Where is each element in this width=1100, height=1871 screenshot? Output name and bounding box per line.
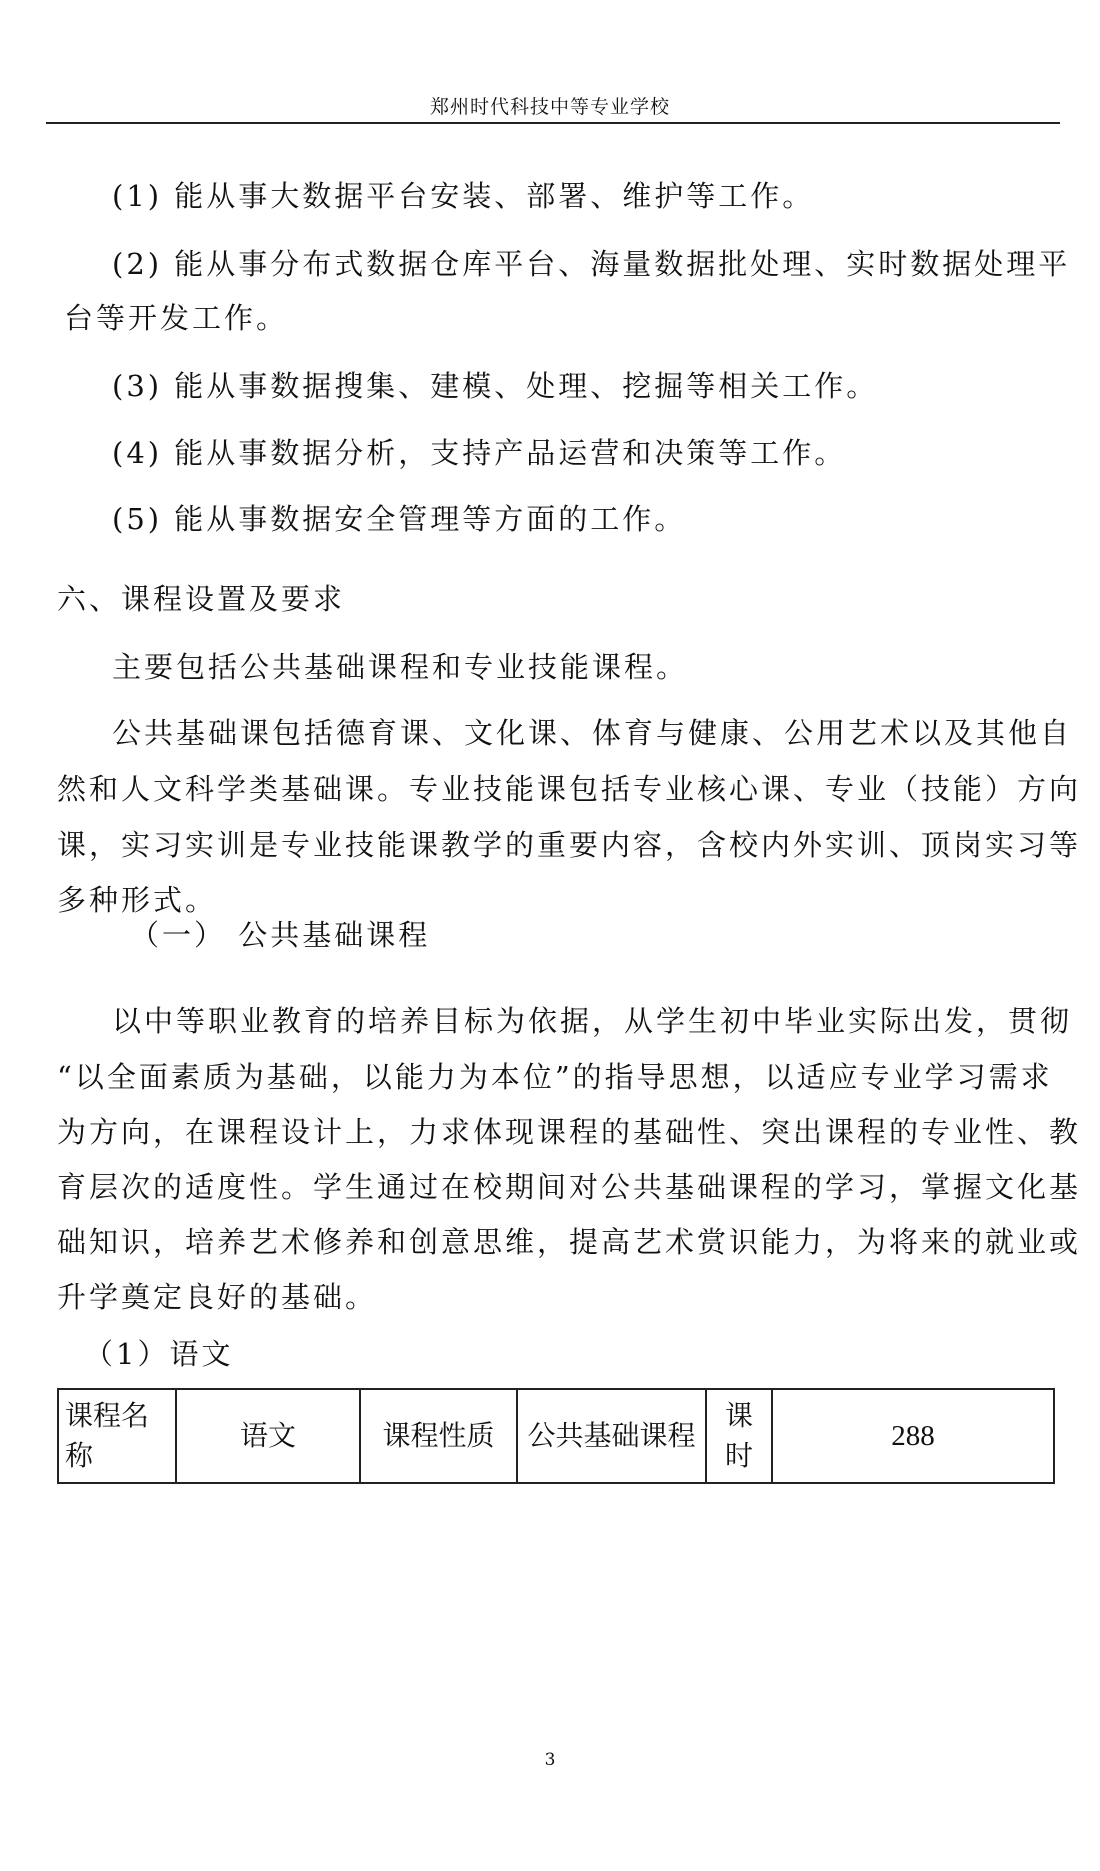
sub-para-line-2: “以全面素质为基础，以能力为本位”的指导思想，以适应专业学习需求	[57, 1060, 1053, 1094]
table-row	[58, 1389, 1054, 1483]
cell-hours-value: 288	[772, 1389, 1054, 1483]
header-rule	[46, 122, 1060, 124]
sub-para-line-3: 为方向，在课程设计上，力求体现课程的基础性、突出课程的专业性、教	[57, 1115, 1082, 1149]
desc-line-2: 然和人文科学类基础课。专业技能课包括专业核心课、专业（技能）方向	[57, 772, 1082, 806]
section-heading: 六、课程设置及要求	[57, 582, 346, 616]
ability-2-cont: 台等开发工作。	[64, 301, 289, 335]
item-label-chinese: （1）语文	[84, 1337, 234, 1371]
cell-course-nature-value: 公共基础课程	[517, 1389, 706, 1483]
desc-line-1: 公共基础课包括德育课、文化课、体育与健康、公用艺术以及其他自	[112, 716, 1073, 750]
section-intro: 主要包括公共基础课程和专业技能课程。	[112, 650, 689, 684]
page-header-school: 郑州时代科技中等专业学校	[429, 96, 670, 118]
cell-hours-label: 课时	[706, 1389, 772, 1483]
ability-3: (3) 能从事数据搜集、建模、处理、挖掘等相关工作。	[112, 369, 879, 403]
cell-course-nature-label: 课程性质	[360, 1389, 517, 1483]
sub-para-line-4: 育层次的适度性。学生通过在校期间对公共基础课程的学习，掌握文化基	[57, 1170, 1082, 1204]
sub-para-line-6: 升学奠定良好的基础。	[57, 1280, 378, 1314]
ability-1: (1) 能从事大数据平台安装、部署、维护等工作。	[112, 179, 815, 213]
ability-2: (2) 能从事分布式数据仓库平台、海量数据批处理、实时数据处理平	[112, 247, 1071, 281]
desc-line-3: 课，实习实训是专业技能课教学的重要内容，含校内外实训、顶岗实习等	[57, 828, 1082, 862]
sub-heading: （一） 公共基础课程	[130, 918, 431, 952]
ability-5: (5) 能从事数据安全管理等方面的工作。	[112, 502, 687, 536]
ability-4: (4) 能从事数据分析，支持产品运营和决策等工作。	[112, 436, 847, 470]
page-number: 3	[544, 1750, 556, 1770]
cell-course-name-value: 语文	[176, 1389, 360, 1483]
course-info-table	[57, 1388, 1055, 1484]
cell-course-name-label: 课程名称	[58, 1389, 176, 1483]
sub-para-line-1: 以中等职业教育的培养目标为依据，从学生初中毕业实际出发，贯彻	[112, 1004, 1073, 1038]
desc-line-4: 多种形式。	[57, 883, 218, 917]
sub-para-line-5: 础知识，培养艺术修养和创意思维，提高艺术赏识能力，为将来的就业或	[57, 1225, 1082, 1259]
